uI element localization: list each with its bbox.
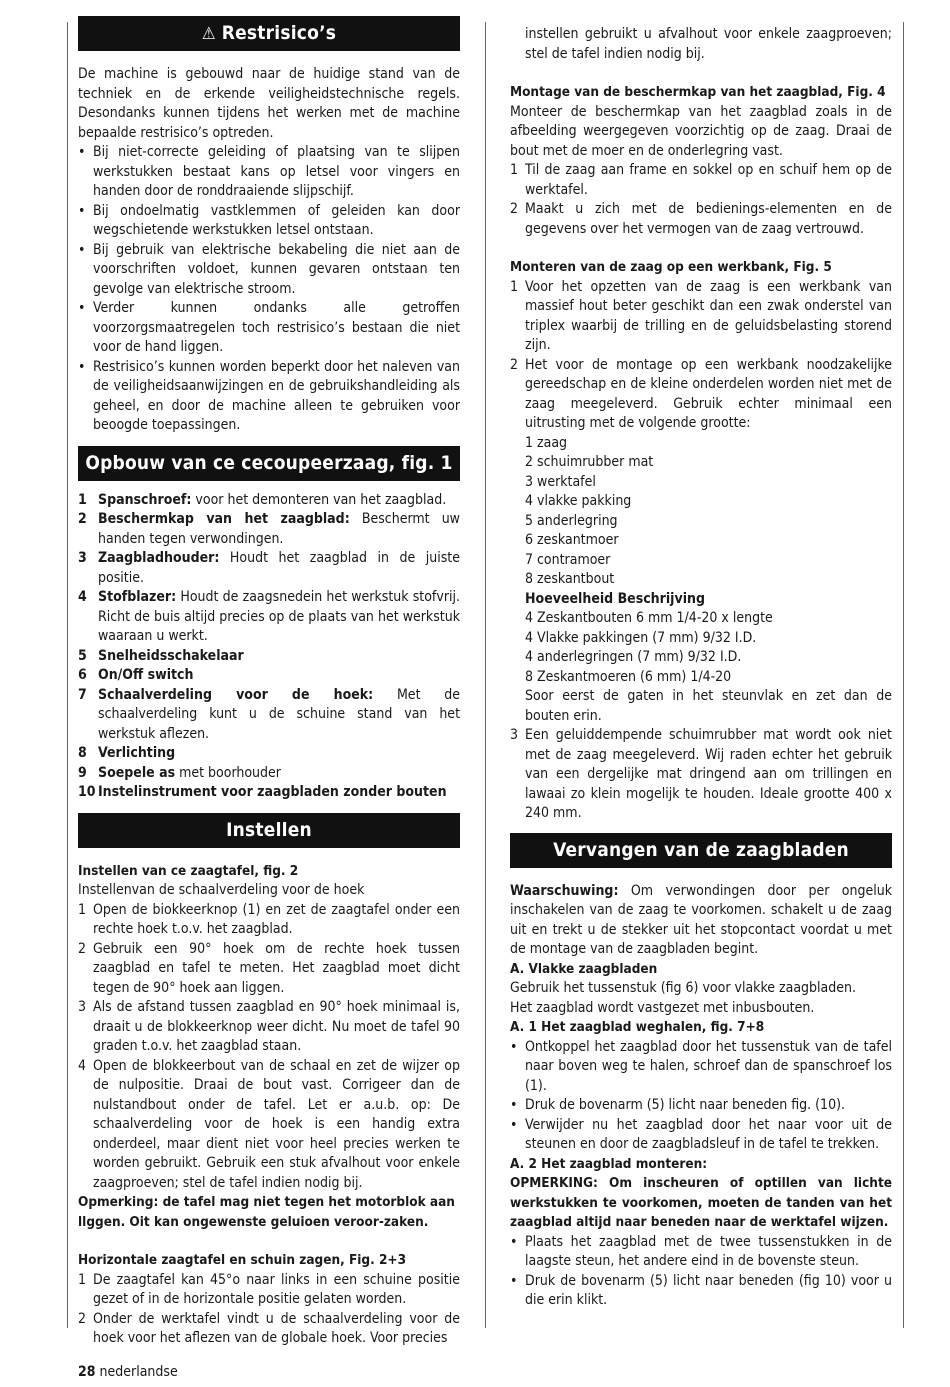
item-number: 5 bbox=[78, 647, 87, 664]
monteren-note: OPMERKING: Om inscheuren of optillen van lichte werkstukken te voorkomen, moeten de tanden van het zaagblad altijd naar beneden naar de werktafel wijzen. bbox=[510, 1175, 892, 1230]
step-text: Open de blokkeerbout van de schaal en zet de wijzer op de nulpositie. Draai de bout vast. Corrigeer dan de nulstandbout onder de tafel. Let er a.u.b. op: De schaalverdeling voor de hoek is een handig extra onderdeel, maar dient niet voor heel precies werken te worden gebruikt. Gebruik een stuk afvalhout voor enkele zaagproeven; stel de tafel indien nodig bij. bbox=[93, 1057, 460, 1191]
list-item: • Druk de bovenarm (5) licht naar beneden (fig 10) voor u die erin klikt. bbox=[510, 1272, 892, 1311]
part-line: 5 anderlegring bbox=[525, 512, 618, 529]
left-column bbox=[78, 16, 460, 1349]
instellen-line: Instellenvan de schaalverdeling voor de hoek bbox=[78, 882, 365, 898]
item-number: 9 bbox=[78, 764, 87, 781]
list-item: • Bij niet-correcte geleiding of plaatsing van te slijpen werkstukken bestaat kans op letsel voor vingers en handen door de ronddraaiende slijpschijf. bbox=[78, 143, 460, 202]
monteren-bullets bbox=[510, 1233, 892, 1311]
list-item bbox=[78, 510, 460, 549]
list-item bbox=[78, 1057, 460, 1194]
warning-label: Waarschuwing: bbox=[510, 882, 619, 899]
horizontale-steps bbox=[78, 1271, 460, 1349]
item-text: Houdt de zaagsnedein het werkstuk stofvrij. Richt de buis altijd precies op de plaats van het werkstuk waaraan u werkt. bbox=[98, 589, 460, 644]
item-text: Houdt het zaagblad in de juiste positie. bbox=[98, 550, 460, 586]
right-column bbox=[510, 25, 892, 1311]
step-text: Het voor de montage op een werkbank noodzakelijke gereedschap en de kleine onderdelen worden niet met de zaag meegeleverd. Gebruik echter minimaal een uitrusting met de volgende grootte: bbox=[525, 356, 892, 431]
subheading-vlakke: A. Vlakke zaagbladen bbox=[510, 960, 658, 977]
restrisicos-bullet-list bbox=[78, 143, 460, 436]
part-line: 4 vlakke pakking bbox=[525, 493, 632, 509]
list-item bbox=[78, 647, 460, 667]
list-item: • Bij ondoelmatig vastklemmen of geleiden kan door wegschietende werkstukken letsel ontstaan. bbox=[78, 202, 460, 241]
list-item bbox=[78, 783, 460, 803]
item-number: 4 bbox=[78, 589, 87, 605]
item-term: Stofblazer: bbox=[98, 589, 177, 605]
instellen-opmerking: Opmerking: de tafel mag niet tegen het motorblok aan llggen. Oit kan ongewenste geluioen veroor-zaken. bbox=[78, 1194, 455, 1230]
list-item bbox=[510, 726, 892, 824]
item-term: Zaagbladhouder: bbox=[98, 550, 220, 566]
list-item: • Bij gebruik van elektrische bekabeling die niet aan de voorschriften voldoet, kunnen gevaren ontstaan ten gevolge van elektrische stroom. bbox=[78, 241, 460, 300]
column-right-rule bbox=[903, 22, 904, 1328]
step-number: 3 bbox=[78, 999, 87, 1015]
step-text: Een geluiddempende schuimrubber mat wordt ook niet met de zaag meegeleverd. Wij raden echter het gebruik van een dergelijke mat dringend aan om trillingen en lawaai zo klein mogelijk te houden. Ideale grootte 400 x 240 mm. bbox=[525, 727, 892, 821]
section-header-opbouw bbox=[78, 446, 460, 481]
list-item bbox=[78, 940, 460, 999]
step-text: Onder de werktafel vindt u de schaalverdeling voor de hoek voor het aflezen van de globale hoek. Voor precies bbox=[93, 1310, 460, 1346]
list-item bbox=[78, 666, 460, 686]
list-item bbox=[78, 764, 460, 784]
step-number: 3 bbox=[510, 727, 519, 743]
item-term: Instelinstrument voor zaagbladen zonder bouten bbox=[98, 784, 447, 800]
montage-steps bbox=[510, 161, 892, 239]
list-item: • Verder kunnen ondanks alle getroffen voorzorgsmaatregelen toch restrisico’s bestaan die niet voor de hand liggen. bbox=[78, 299, 460, 358]
montage-intro: Monteer de beschermkap van het zaagblad zoals in de afbeelding weergegeven voorzichtig op de zaag. Draai de bout met de moer en de onderlegring vast. bbox=[510, 103, 892, 159]
list-item bbox=[78, 1271, 460, 1310]
step-text: Til de zaag aan frame en sokkel op en schuif hem op de werktafel. bbox=[525, 162, 892, 198]
step-number: 1 bbox=[78, 901, 87, 918]
step-text: Gebruik een 90° hoek om de rechte hoek tussen zaagblad en tafel te meten. Het zaagblad moet dicht tegen de 90° hoek aan liggen. bbox=[93, 940, 460, 996]
item-text: voor het demonteren van het zaagblad. bbox=[191, 491, 447, 508]
subheading-weghalen: A. 1 Het zaagblad weghalen, fig. 7+8 bbox=[510, 1019, 765, 1035]
item-term: Verlichting bbox=[98, 745, 176, 761]
step-number: 1 bbox=[78, 1271, 87, 1288]
list-item bbox=[78, 744, 460, 764]
item-number: 3 bbox=[78, 550, 87, 566]
list-item bbox=[510, 200, 892, 239]
step-number: 1 bbox=[510, 162, 519, 178]
spacer bbox=[510, 239, 892, 258]
list-item bbox=[78, 491, 460, 511]
subheading-werkbank: Monteren van de zaag op een werkbank, Fig. 5 bbox=[510, 259, 832, 275]
item-term: Schaalverdeling voor de hoek: bbox=[98, 686, 374, 703]
opbouw-title: Opbouw van ce cecoupeerzaag, fig. 1 bbox=[85, 451, 453, 474]
page-number: 28 bbox=[78, 1364, 96, 1380]
column-left-rule bbox=[67, 22, 68, 1328]
page-footer bbox=[78, 1363, 178, 1383]
footer-language: nederlandse bbox=[99, 1364, 178, 1380]
subheading-monteren: A. 2 Het zaagblad monteren: bbox=[510, 1155, 708, 1172]
column-middle-rule bbox=[485, 22, 486, 1328]
item-number: 2 bbox=[78, 511, 87, 527]
step-number: 1 bbox=[510, 278, 519, 295]
subheading-montage: Montage van de beschermkap van het zaagblad, Fig. 4 bbox=[510, 84, 886, 100]
list-item bbox=[510, 356, 892, 727]
vervangen-warning bbox=[510, 882, 892, 960]
instellen-continuation: instellen gebruikt u afvalhout voor enkele zaagproeven; stel de tafel indien nodig bij. bbox=[525, 26, 892, 62]
restrisicos-title: Restrisico’s bbox=[221, 22, 337, 44]
step-text: Open de biokkeerknop (1) en zet de zaagtafel onder een rechte hoek t.o.v. het zaagblad. bbox=[93, 901, 460, 937]
item-number: 7 bbox=[78, 686, 87, 703]
part-line: 7 contramoer bbox=[525, 551, 611, 568]
item-term: Beschermkap van het zaagblad: bbox=[98, 511, 350, 527]
instellen-steps bbox=[78, 901, 460, 1194]
table-row: 4 Zeskantbouten 6 mm 1/4-20 x lengte bbox=[525, 610, 773, 626]
part-line: 8 zeskantbout bbox=[525, 571, 615, 587]
weghalen-bullets bbox=[510, 1038, 892, 1155]
spacer bbox=[78, 1232, 460, 1251]
item-text: met boorhouder bbox=[175, 764, 281, 781]
step-number: 2 bbox=[510, 356, 519, 373]
table-row: 8 Zeskantmoeren (6 mm) 1/4-20 bbox=[525, 668, 732, 685]
table-row: 4 anderlegringen (7 mm) 9/32 I.D. bbox=[525, 649, 742, 665]
vervangen-title: Vervangen van de zaagbladen bbox=[553, 838, 849, 861]
item-term: Snelheidsschakelaar bbox=[98, 647, 244, 664]
step-text-tail: Soor eerst de gaten in het steunvlak en zet dan de bouten erin. bbox=[525, 688, 892, 724]
item-term: Spanschroef: bbox=[98, 491, 192, 508]
step-number: 2 bbox=[510, 201, 519, 217]
part-line: 3 werktafel bbox=[525, 473, 596, 490]
part-line: 1 zaag bbox=[525, 434, 568, 451]
step-text: Maakt u zich met de bedienings-elementen en de gegevens over het vermogen van de zaag vertrouwd. bbox=[525, 201, 892, 237]
item-number: 1 bbox=[78, 491, 87, 508]
list-item bbox=[510, 278, 892, 356]
section-header-restrisicos bbox=[78, 16, 460, 51]
part-line: 2 schuimrubber mat bbox=[525, 454, 654, 470]
step-number: 2 bbox=[78, 940, 87, 957]
item-number: 6 bbox=[78, 667, 87, 683]
list-item: • Druk de bovenarm (5) licht naar beneden fig. (10). bbox=[510, 1096, 892, 1116]
section-header-instellen bbox=[78, 813, 460, 848]
item-number: 8 bbox=[78, 745, 87, 761]
item-term: Soepele as bbox=[98, 764, 176, 781]
item-number: 10 bbox=[78, 784, 96, 800]
list-item bbox=[78, 549, 460, 588]
instellen-title: Instellen bbox=[226, 818, 312, 841]
opbouw-parts-list bbox=[78, 491, 460, 803]
step-number: 4 bbox=[78, 1057, 87, 1074]
list-item: • Ontkoppel het zaagblad door het tussenstuk van de tafel naar boven weg te halen, schroef dan de spanschroef los (1). bbox=[510, 1038, 892, 1097]
list-item: • Plaats het zaagblad met de twee tussenstukken in de laagste steun, het andere eind in de bovenste steun. bbox=[510, 1233, 892, 1272]
list-item bbox=[78, 1310, 460, 1349]
spacer bbox=[510, 64, 892, 83]
list-item bbox=[78, 588, 460, 647]
table-row: 4 Vlakke pakkingen (7 mm) 9/32 I.D. bbox=[525, 629, 757, 646]
warning-triangle-icon: ⚠ bbox=[201, 24, 216, 44]
step-number: 2 bbox=[78, 1310, 87, 1327]
list-item bbox=[78, 901, 460, 940]
list-item bbox=[510, 161, 892, 200]
restrisicos-intro: De machine is gebouwd naar de huidige stand van de techniek en de erkende veiligheidstechnische regels. Desondanks kunnen tijdens het werken met de machine bepaalde restrisico’s optreden. bbox=[78, 66, 460, 141]
list-item: • Restrisico’s kunnen worden beperkt door het naleven van de veiligheidsaanwijzingen en de gebruikshandleiding als geheel, en door de machine alleen te gebruiken voor beoogde toepassingen. bbox=[78, 358, 460, 436]
item-text: Beschermt uw handen tegen verwondingen. bbox=[98, 511, 460, 547]
vlakke-line: Het zaagblad wordt vastgezet met inbusbouten. bbox=[510, 999, 815, 1016]
parts-list bbox=[525, 434, 892, 590]
step-text: Als de afstand tussen zaagblad en 90° hoek minimaal is, draait u de blokkeerknop weer dicht. Nu moet de tafel 90 graden t.o.v. het zaagblad staan. bbox=[93, 999, 460, 1054]
werkbank-steps bbox=[510, 278, 892, 824]
subheading-zaagtafel: Instellen van ce zaagtafel, fig. 2 bbox=[78, 862, 299, 879]
section-header-vervangen bbox=[510, 833, 892, 868]
subheading-horizontale: Horizontale zaagtafel en schuin zagen, Fig. 2+3 bbox=[78, 1252, 407, 1268]
part-line: 6 zeskantmoer bbox=[525, 532, 619, 548]
warning-text: Om verwondingen door per ongeluk inschakelen van de zaag te voorkomen. schakelt u de zaag uit en trekt u de stekker uit het stopcontact voordat u met de montage van de zaagbladen begint. bbox=[510, 882, 892, 957]
list-item bbox=[78, 998, 460, 1057]
item-text: Met de schaalverdeling kunt u de schuine stand van het werkstuk aflezen. bbox=[98, 686, 460, 742]
item-term: On/Off switch bbox=[98, 667, 194, 683]
step-text: Voor het opzetten van de zaag is een werkbank van massief hout beter geschikt dan een zwak onderstel van triplex waarbij de trilling en de geluidsbelasting storend zijn. bbox=[525, 278, 892, 353]
table-header: Hoeveelheid Beschrijving bbox=[525, 590, 706, 607]
list-item bbox=[78, 686, 460, 745]
list-item: • Verwijder nu het zaagblad door het naar voor uit de steunen en door de zaagbladsleuf in de tafel te trekken. bbox=[510, 1116, 892, 1155]
vlakke-line: Gebruik het tussenstuk (fig 6) voor vlakke zaagbladen. bbox=[510, 980, 857, 996]
step-text: De zaagtafel kan 45°o naar links in een schuine positie gezet of in de horizontale positie gelaten worden. bbox=[93, 1271, 460, 1307]
